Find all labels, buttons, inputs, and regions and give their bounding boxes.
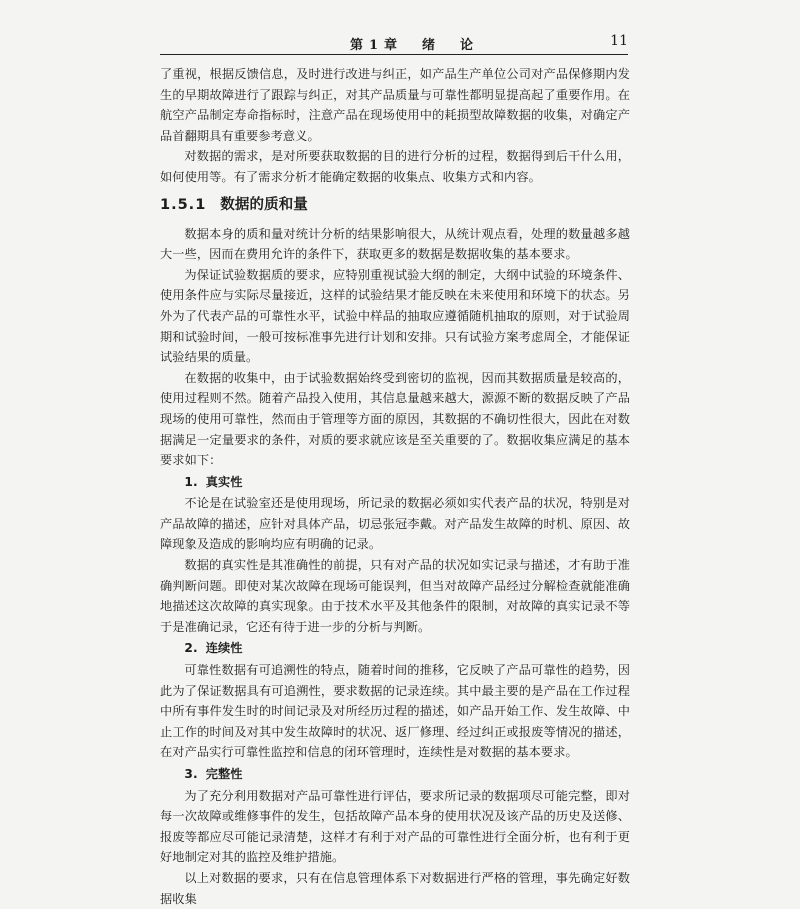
paragraph: 在数据的收集中，由于试验数据始终受到密切的监视，因而其数据质量是较高的，使用过程则不然。随着产品投入使用，其信息量越来越大，源源不断的数据反映了产品现场的使用可靠性，然而由于管理等方面的原因，其数据的不确切性很大，因此在对数据满足一定量要求的条件，对质的要求就应该是至关重要的了。数据收集应满足的基本要求如下： xyxy=(160,370,630,468)
paragraph: 可靠性数据有可追溯性的特点，随着时间的推移，它反映了产品可靠性的趋势，因此为了保证数据具有可追溯性，要求数据的记录连续。其中最主要的是产品在工作过程中所有事件发生时的时间记录及对所经历过程的描述，如产品开始工作、发生故障、中止工作的时间及对其中发生故障时的状况、返厂修理、经过纠正或报废等情况的描述，在对产品实行可靠性监控和信息的闭环管理时，连续性是对数据的基本要求。 xyxy=(160,663,630,760)
chapter-title: 第1章 绪 论 xyxy=(350,38,480,53)
subsection-title: 真实性 xyxy=(205,474,243,489)
subsection-title: 完整性 xyxy=(205,767,243,781)
subsection-number: 1. xyxy=(184,474,198,489)
paragraph: 以上对数据的要求，只有在信息管理体系下对数据进行严格的管理，事先确定好数据收集 xyxy=(160,870,630,906)
paragraph: 数据本身的质和量对统计分析的结果影响很大，从统计观点看，处理的数量越多越大一些，因而在费用允许的条件下，获取更多的数据是数据收集的基本要求。 xyxy=(160,226,630,262)
section-heading xyxy=(160,194,630,216)
paragraph: 了重视，根据反馈信息，及时进行改进与纠正，如产品生产单位公司对产品保修期内发生的早期故障进行了跟踪与纠正，对其产品质量与可靠性都明显提高起了重要作用。在航空产品制定寿命指标时，注意产品在现场使用中的耗损型故障数据的收集，对确定产品首翻期具有重要参考意义。 xyxy=(160,67,630,143)
section-title: 数据的质和量 xyxy=(220,196,308,213)
paragraph: 为保证试验数据质的要求，应特别重视试验大纲的制定，大纲中试验的环境条件、使用条件应与实际尽量接近，这样的试验结果才能反映在未来使用和环境下的状态。另外为了代表产品的可靠性水平，试验中样品的抽取应遵循随机抽取的原则，对于试验周期和试验时间，一般可按标准事先进行计划和安排。只有试验方案考虑周全，才能保证试验结果的质量。 xyxy=(160,267,630,365)
page-number: 11 xyxy=(610,33,628,49)
subsection-heading xyxy=(160,638,630,659)
subsection-heading xyxy=(160,472,630,493)
subsection-number: 3. xyxy=(184,767,198,781)
paragraph: 对数据的需求，是对所要获取数据的目的进行分析的过程，数据得到后干什么用，如何使用等。有了需求分析才能确定数据的收集点、收集方式和内容。 xyxy=(160,149,630,184)
page-body xyxy=(160,64,630,909)
paragraph: 为了充分利用数据对产品可靠性进行评估，要求所记录的数据项尽可能完整，即对每一次故障或维修事件的发生，包括故障产品本身的使用状况及该产品的历史及送修、报废等都应尽可能记录清楚，这样才有利于对产品的可靠性进行全面分析，也有利于更好地制定对其的监控及维护措施。 xyxy=(160,788,630,865)
subsection-heading xyxy=(160,764,630,785)
running-header xyxy=(160,32,628,55)
section-number: 1.5.1 xyxy=(160,196,207,213)
subsection-number: 2. xyxy=(184,641,198,656)
subsection-title: 连续性 xyxy=(205,641,243,656)
paragraph: 数据的真实性是其准确性的前提，只有对产品的状况如实记录与描述，才有助于准确判断问题。即使对某次故障在现场可能误判，但当对故障产品经过分解检查就能准确地描述这次故障的真实现象。由于技术水平及其他条件的限制，对故障的真实记录不等于是准确记录，它还有待于进一步的分析与判断。 xyxy=(160,558,630,634)
paragraph: 不论是在试验室还是使用现场，所记录的数据必须如实代表产品的状况，特别是对产品故障的描述，应针对具体产品，切忌张冠李戴。对产品发生故障的时机、原因、故障现象及造成的影响均应有明确的记录。 xyxy=(160,496,630,552)
